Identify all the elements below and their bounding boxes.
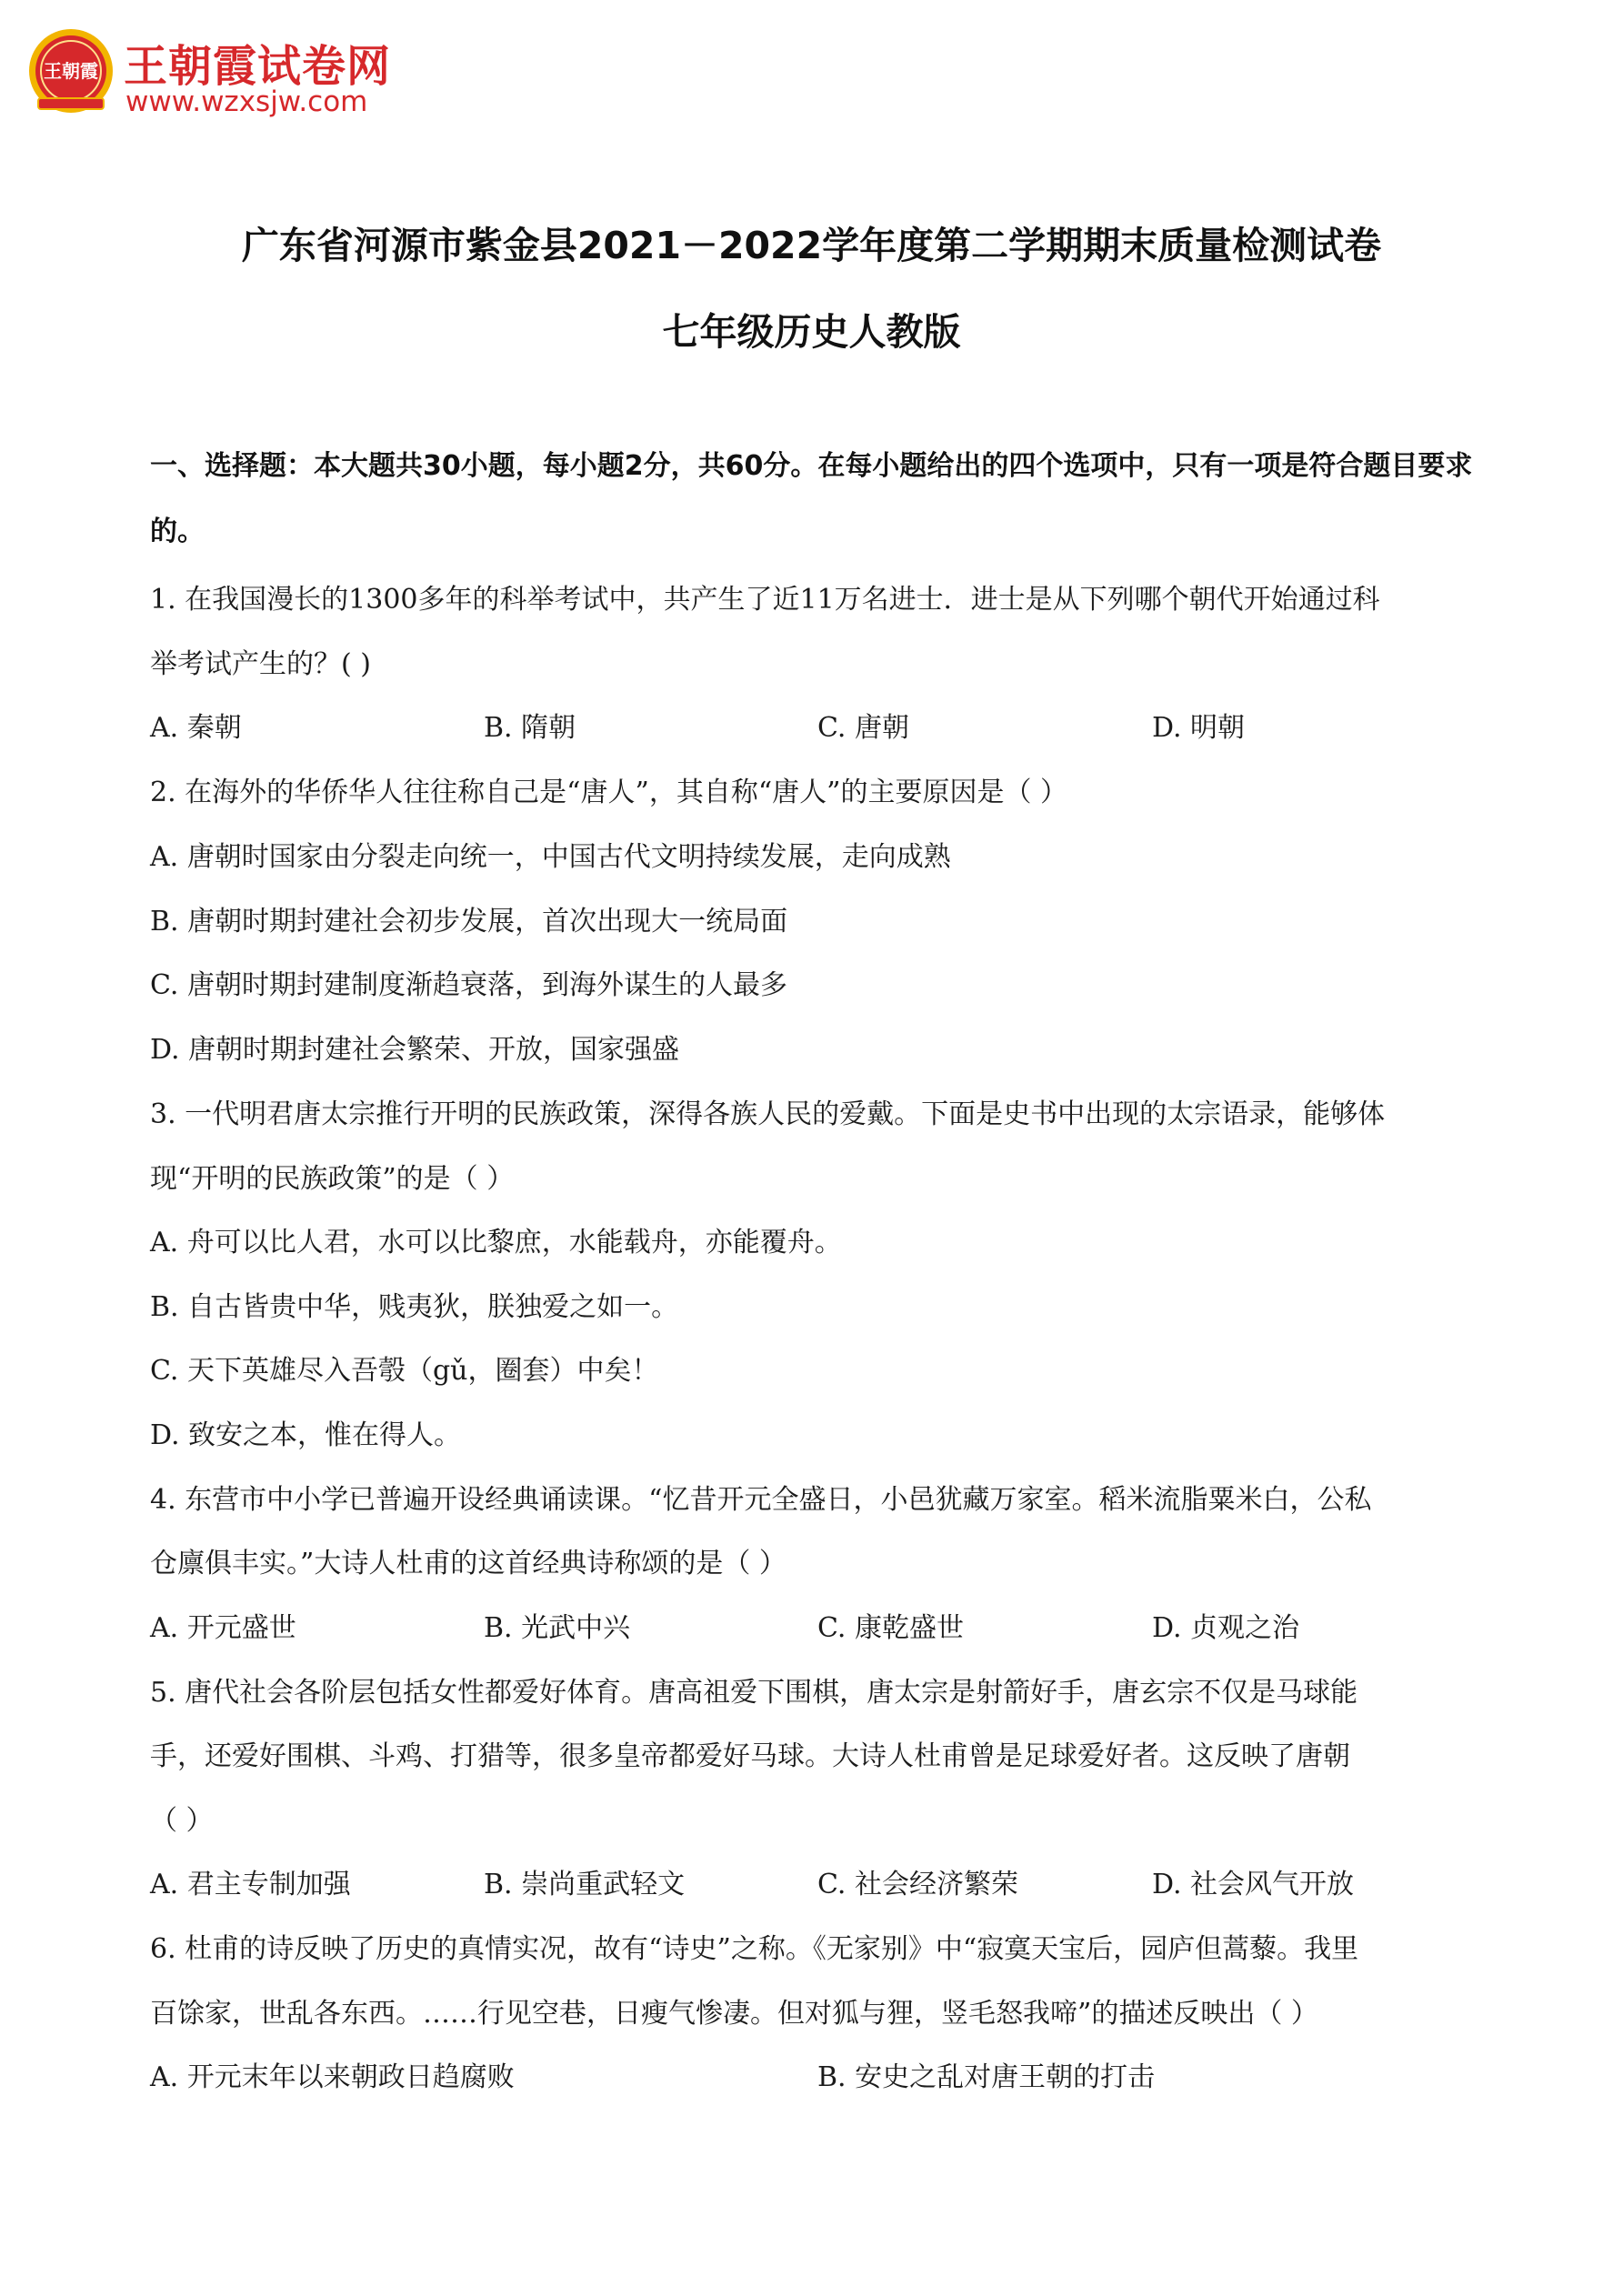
site-logo (25, 25, 407, 125)
question-5-option-d: D. 社会风气开放 (1152, 1869, 1355, 1900)
question-6-option-b: B. 安史之乱对唐王朝的打击 (817, 2061, 1156, 2093)
question-1-stem-line-1: 1. 在我国漫长的1300多年的科举考试中，共产生了近11万名进士．进士是从下列哪个朝代开始通过科 (150, 584, 1380, 616)
question-4-option-d: D. 贞观之治 (1152, 1612, 1300, 1644)
question-3-option-a: A. 舟可以比人君，水可以比黎庶，水能载舟，亦能覆舟。 (150, 1227, 842, 1258)
seal-emblem-icon (25, 25, 116, 116)
question-2-option-c: C. 唐朝时期封建制度渐趋衰落，到海外谋生的人最多 (150, 969, 787, 1001)
exam-title: 广东省河源市紫金县2021－2022学年度第二学期期末质量检测试卷 (241, 224, 1382, 267)
section-heading: 一、选择题：本大题共30小题，每小题2分，共60分。在每小题给出的四个选项中，只有一项是符合题目要求的。 (150, 450, 1473, 547)
exam-subtitle: 七年级历史人教版 (662, 310, 961, 354)
question-3-stem-line-1: 3. 一代明君唐太宗推行开明的民族政策，深得各族人民的爱戴。下面是史书中出现的太宗语录，能够体 (150, 1098, 1386, 1130)
question-1-option-c: C. 唐朝 (817, 712, 909, 744)
question-6-stem-line-2: 百馀家，世乱各东西。……行见空巷，日瘦气惨凄。但对狐与狸，竖毛怒我啼”的描述反映出（ ） (150, 1998, 1318, 2030)
question-2-option-a: A. 唐朝时国家由分裂走向统一，中国古代文明持续发展，走向成熟 (150, 841, 951, 873)
question-2-option-d: D. 唐朝时期封建社会繁荣、开放，国家强盛 (150, 1034, 680, 1066)
question-1-option-a: A. 秦朝 (150, 712, 242, 744)
question-1-option-d: D. 明朝 (1152, 712, 1246, 744)
question-5-option-b: B. 崇尚重武轻文 (484, 1869, 686, 1900)
question-2-stem: 2. 在海外的华侨华人往往称自己是“唐人”，其自称“唐人”的主要原因是（ ） (150, 777, 1068, 808)
question-1-option-b: B. 隋朝 (484, 712, 576, 744)
question-3-option-c: C. 天下英雄尽入吾彀（gǔ，圈套）中矣！ (150, 1355, 659, 1387)
question-3-option-b: B. 自古皆贵中华，贱夷狄，朕独爱之如一。 (150, 1291, 679, 1323)
question-1-stem-line-2: 举考试产生的？( ) (150, 648, 371, 680)
question-4-option-b: B. 光武中兴 (484, 1612, 631, 1644)
question-5-option-c: C. 社会经济繁荣 (817, 1869, 1018, 1900)
question-3-stem-line-2: 现“开明的民族政策”的是（ ） (150, 1163, 515, 1195)
question-5-stem-line-1: 5. 唐代社会各阶层包括女性都爱好体育。唐高祖爱下围棋，唐太宗是射箭好手，唐玄宗不仅是马球能 (150, 1677, 1358, 1709)
question-4-option-c: C. 康乾盛世 (817, 1612, 964, 1644)
question-3-option-d: D. 致安之本，惟在得人。 (150, 1419, 462, 1451)
brand-url[interactable]: www.wzxsjw.com (125, 85, 368, 118)
question-5-stem-line-2: 手，还爱好围棋、斗鸡、打猎等，很多皇帝都爱好马球。大诗人杜甫曾是足球爱好者。这反映了唐朝 (150, 1740, 1350, 1772)
question-4-stem-line-2: 仓廪俱丰实。”大诗人杜甫的这首经典诗称颂的是（ ） (150, 1548, 786, 1579)
brand-name: 王朝霞试卷网 (124, 41, 392, 92)
question-5-option-a: A. 君主专制加强 (150, 1869, 351, 1900)
question-4-option-a: A. 开元盛世 (150, 1612, 296, 1644)
question-6-option-a: A. 开元末年以来朝政日趋腐败 (150, 2061, 515, 2093)
question-4-stem-line-1: 4. 东营市中小学已普遍开设经典诵读课。“忆昔开元全盛日，小邑犹藏万家室。稻米流脂粟米白，公私 (150, 1484, 1372, 1516)
seal-text: 王朝霞 (44, 60, 98, 82)
question-2-option-b: B. 唐朝时期封建社会初步发展，首次出现大一统局面 (150, 906, 788, 937)
question-6-stem-line-1: 6. 杜甫的诗反映了历史的真情实况，故有“诗史”之称。《无家别》中“寂寞天宝后，园庐但蒿藜。我里 (150, 1933, 1359, 1965)
question-5-stem-line-3: （ ） (150, 1805, 214, 1837)
